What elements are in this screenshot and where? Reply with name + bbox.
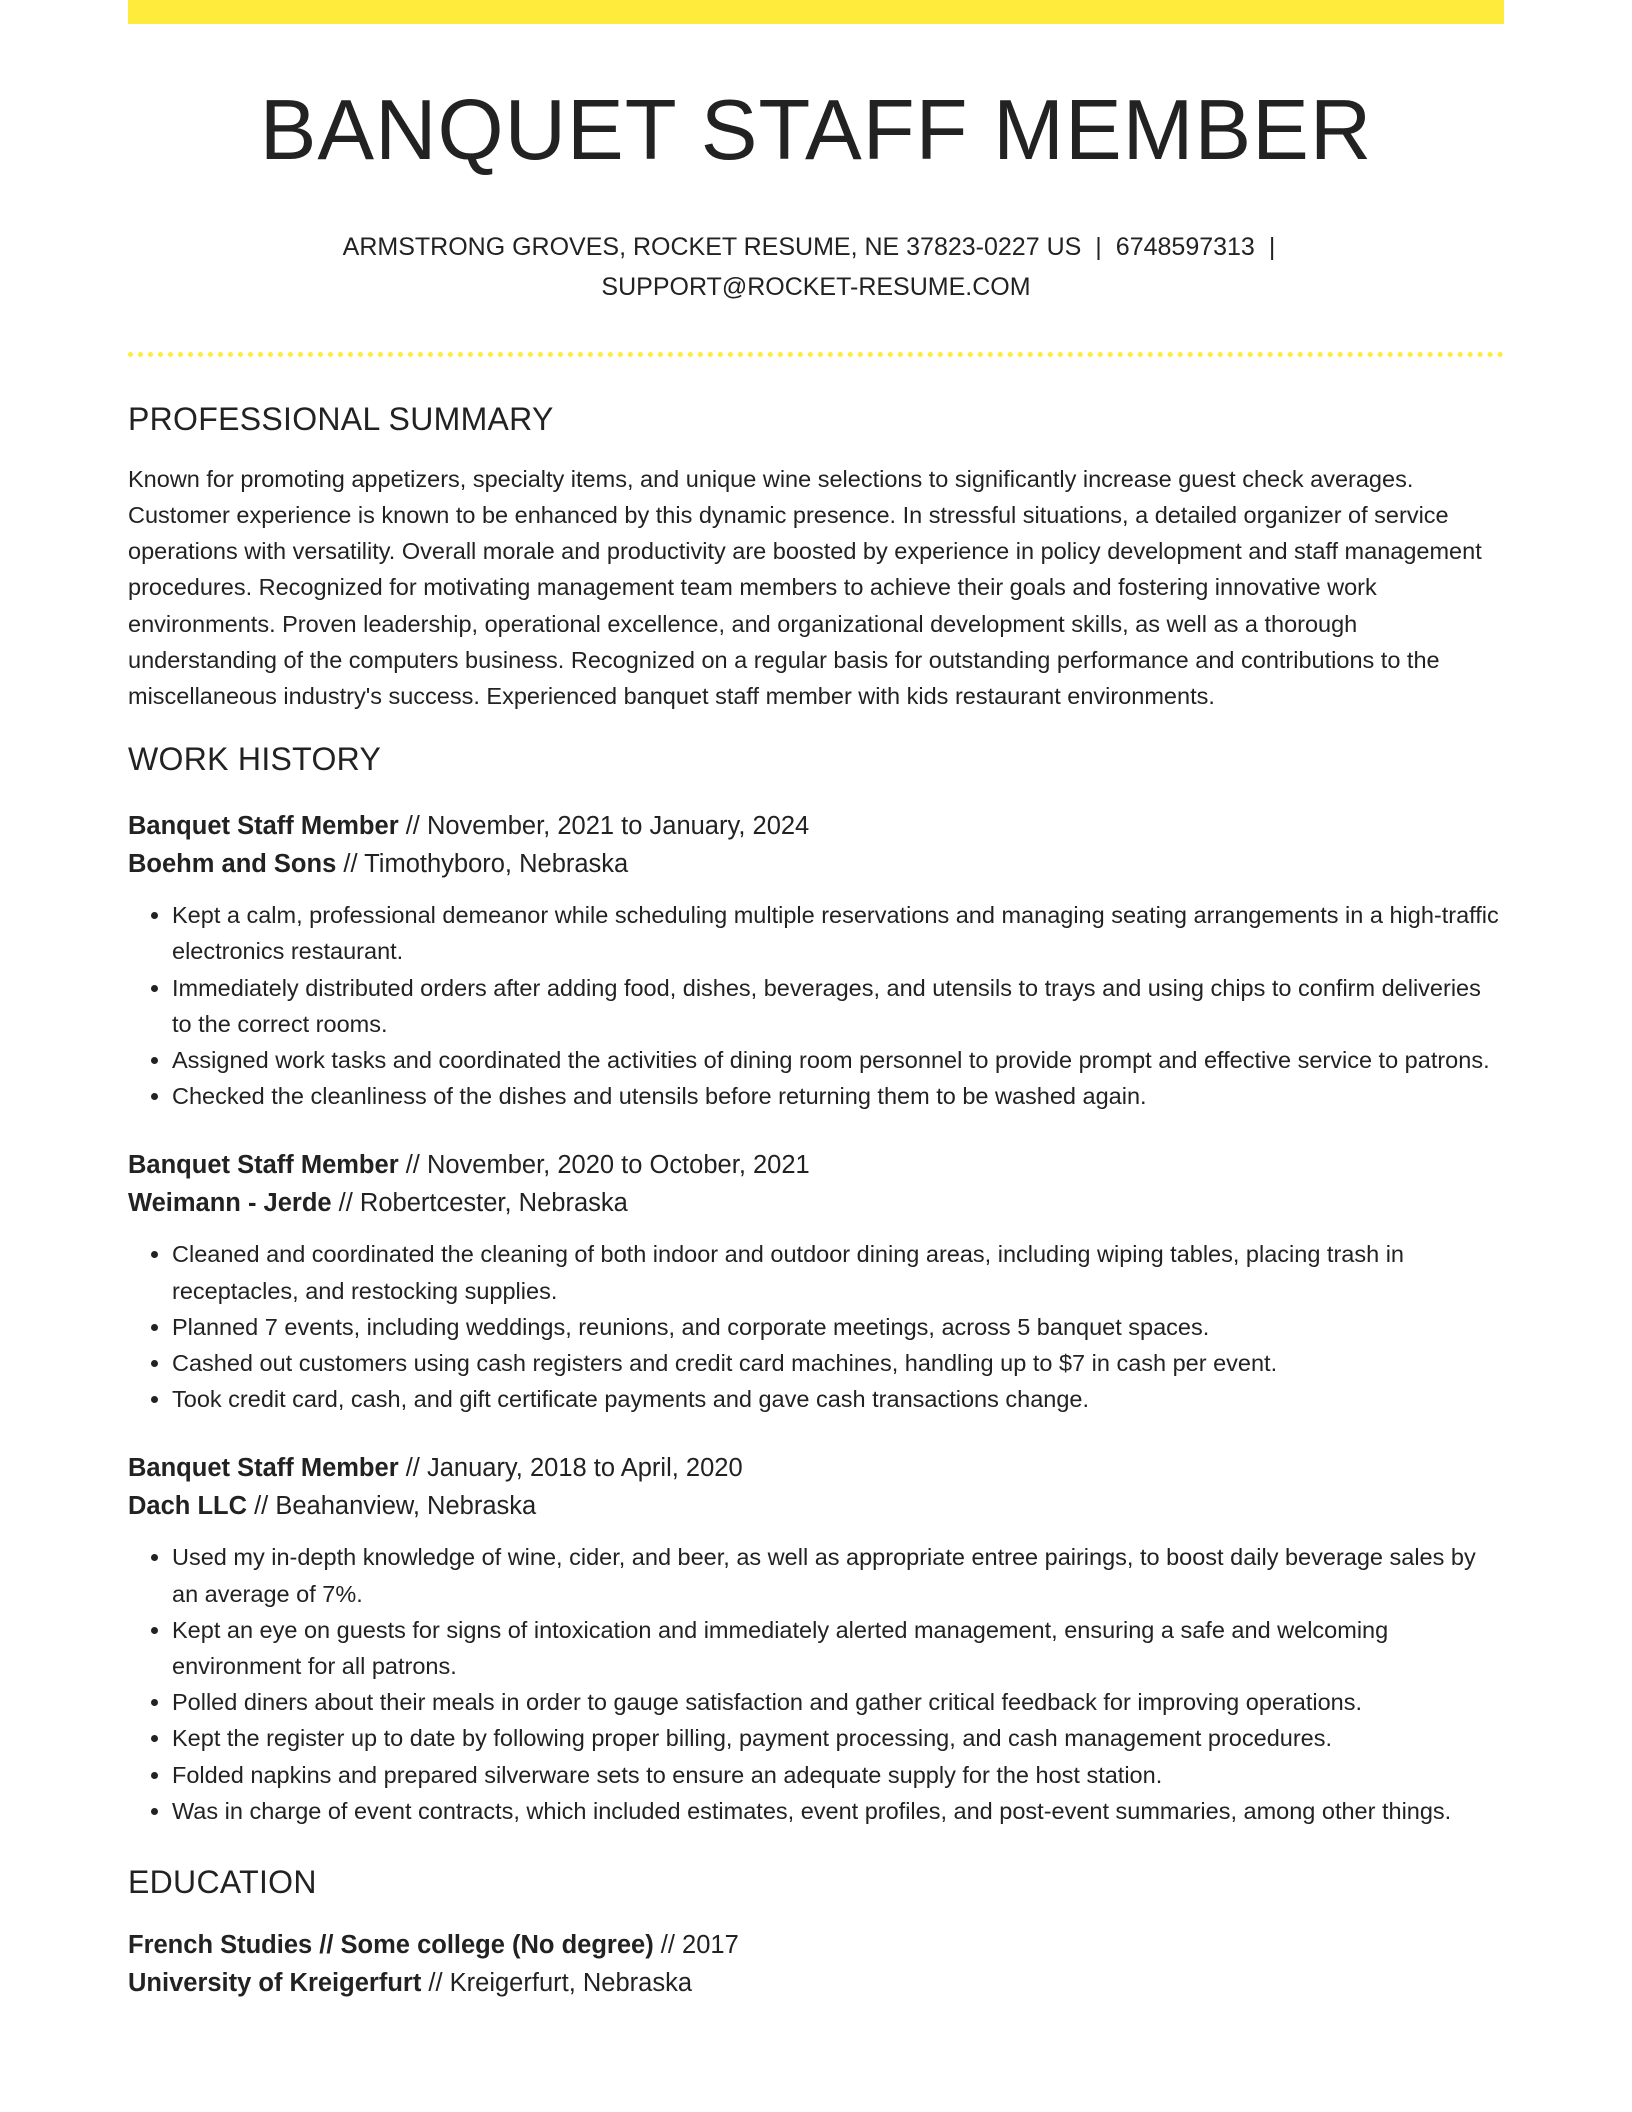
job-company-line [128, 1184, 1504, 1222]
duty-item: • Cashed out customers using cash registers and credit card machines, handling up to $7 in cash per event. [172, 1345, 1504, 1381]
education-entry [128, 1926, 1504, 2002]
summary-heading: PROFESSIONAL SUMMARY [128, 400, 554, 437]
resume-name: BANQUET STAFF MEMBER [259, 83, 1373, 178]
education-location: // Kreigerfurt, Nebraska [421, 1969, 693, 1998]
resume-page [128, 0, 1504, 2002]
job-dates: // November, 2021 to January, 2024 [398, 812, 810, 841]
contact-email: SUPPORT@ROCKET-RESUME.COM [601, 272, 1031, 301]
contact-phone: 6748597313 [1115, 232, 1255, 261]
duty-item: • Polled diners about their meals in order to gauge satisfaction and gather critical feedback for improving operations. [172, 1684, 1504, 1720]
contact-info [128, 227, 1504, 307]
duty-item: • Kept the register up to date by following proper billing, payment processing, and cash management procedures. [172, 1720, 1504, 1756]
duty-item: • Planned 7 events, including weddings, reunions, and corporate meetings, across 5 banquet spaces. [172, 1309, 1504, 1345]
job-location: // Beahanview, Nebraska [247, 1492, 537, 1521]
work-history-heading: WORK HISTORY [128, 741, 382, 778]
job-duties [128, 1236, 1504, 1417]
education-year: // 2017 [653, 1931, 739, 1960]
duty-item: • Checked the cleanliness of the dishes and utensils before returning them to be washed again. [172, 1078, 1504, 1114]
summary-text: Known for promoting appetizers, specialty items, and unique wine selections to significantly increase guest check averages. Customer experience is known to be enhanced by this dynamic presence. In stressful situations, a detailed organizer of service operations with versatility. Overall morale and productivity are boosted by experience in policy development and staff management procedures. Recognized for motivating management team members to achieve their goals and fostering innovative work environments. Proven leadership, operational excellence, and organizational development skills, as well as a thorough understanding of the computers business. Recognized on a regular basis for outstanding performance and contributions to the miscellaneous industry's success. Experienced banquet staff member with kids restaurant environments. [128, 465, 1482, 709]
job-duties [128, 1539, 1504, 1829]
job-duties [128, 897, 1504, 1114]
duty-item: • Immediately distributed orders after adding food, dishes, beverages, and utensils to trays and using chips to confirm deliveries to the correct rooms. [172, 970, 1504, 1042]
job-entry [128, 807, 1504, 1114]
job-company: Dach LLC [128, 1492, 248, 1521]
education-school: University of Kreigerfurt [128, 1969, 422, 1998]
job-company: Weimann - Jerde [128, 1189, 332, 1218]
job-company-line [128, 845, 1504, 883]
job-entry [128, 1449, 1504, 1829]
duty-item: • Kept a calm, professional demeanor while scheduling multiple reservations and managing seating arrangements in a high-traffic electronics restaurant. [172, 897, 1504, 969]
job-dates: // November, 2020 to October, 2021 [398, 1151, 810, 1180]
duty-item: • Cleaned and coordinated the cleaning of both indoor and outdoor dining areas, including wiping tables, placing trash in receptacles, and restocking supplies. [172, 1236, 1504, 1308]
job-role: Banquet Staff Member [128, 1151, 399, 1180]
duty-item: • Folded napkins and prepared silverware sets to ensure an adequate supply for the host station. [172, 1757, 1504, 1793]
job-title-line [128, 1146, 1504, 1184]
job-company: Boehm and Sons [128, 850, 337, 879]
job-location: // Robertcester, Nebraska [331, 1189, 628, 1218]
contact-separator: | [1268, 232, 1276, 261]
education-degree-line [128, 1926, 1504, 1964]
job-entry [128, 1146, 1504, 1417]
duty-item: • Took credit card, cash, and gift certificate payments and gave cash transactions change. [172, 1381, 1504, 1417]
duty-item: • Was in charge of event contracts, which included estimates, event profiles, and post-event summaries, among other things. [172, 1793, 1504, 1829]
top-accent-bar [128, 0, 1504, 24]
education-school-line [128, 1964, 1504, 2002]
job-title-line [128, 807, 1504, 845]
job-dates: // January, 2018 to April, 2020 [398, 1454, 743, 1483]
duty-item: • Assigned work tasks and coordinated the activities of dining room personnel to provide prompt and effective service to patrons. [172, 1042, 1504, 1078]
job-role: Banquet Staff Member [128, 1454, 399, 1483]
job-company-line [128, 1487, 1504, 1525]
contact-address: ARMSTRONG GROVES, ROCKET RESUME, NE 37823-0227 US [342, 232, 1082, 261]
duty-item: • Used my in-depth knowledge of wine, cider, and beer, as well as appropriate entree pairings, to boost daily beverage sales by an average of 7%. [172, 1539, 1504, 1611]
job-role: Banquet Staff Member [128, 812, 399, 841]
education-degree: French Studies // Some college (No degree) [128, 1931, 654, 1960]
education-heading: EDUCATION [128, 1864, 317, 1901]
job-title-line [128, 1449, 1504, 1487]
job-location: // Timothyboro, Nebraska [336, 850, 629, 879]
contact-separator: | [1095, 232, 1102, 261]
dotted-divider [128, 352, 1504, 357]
duty-item: • Kept an eye on guests for signs of intoxication and immediately alerted management, ensuring a safe and welcoming environment for all patrons. [172, 1612, 1504, 1684]
